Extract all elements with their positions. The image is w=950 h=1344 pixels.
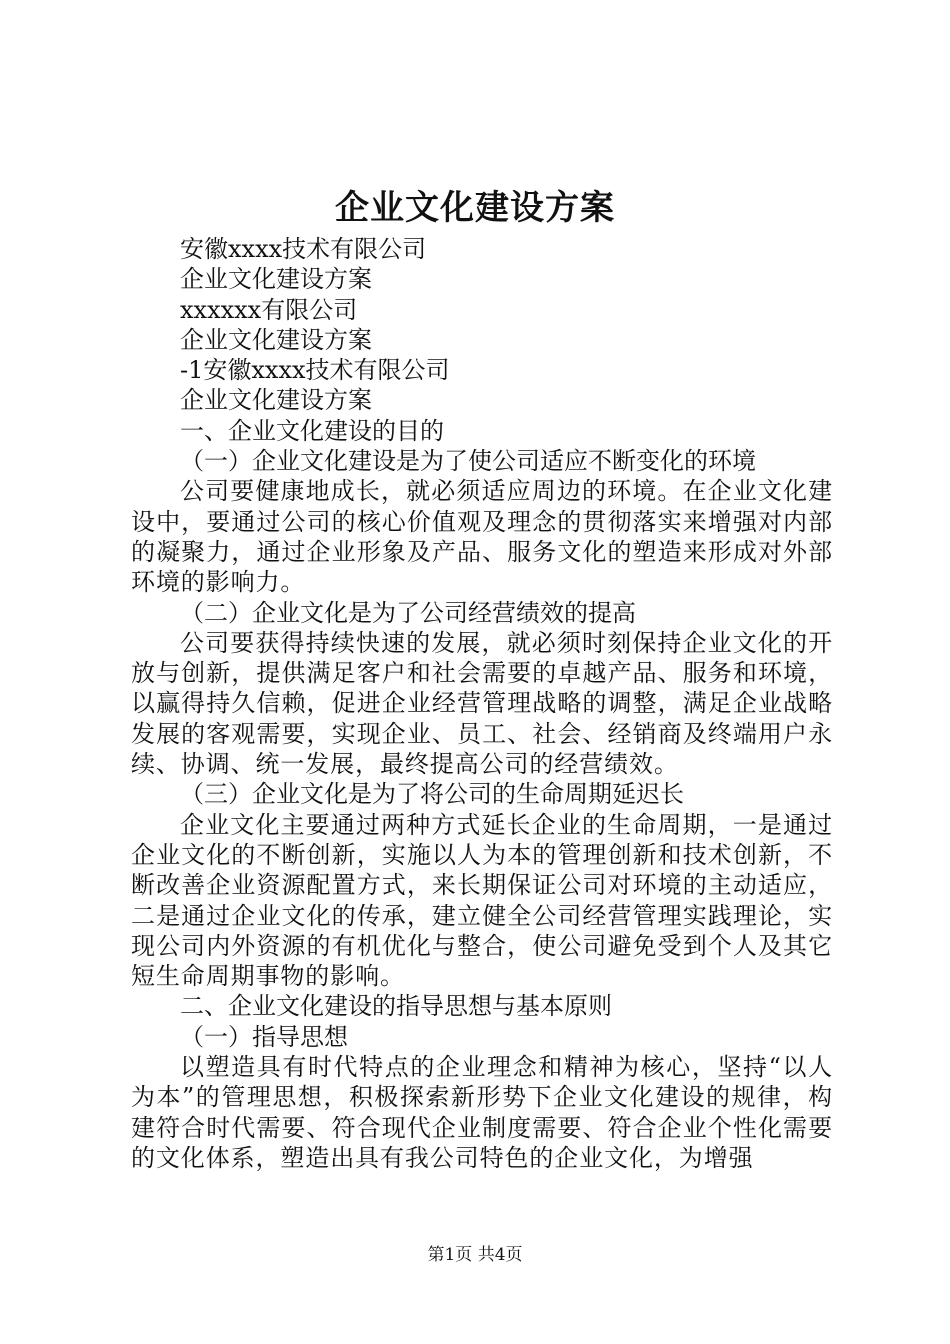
text-line: 安徽xxxx技术有限公司 bbox=[180, 235, 427, 263]
section-heading: 一、企业文化建设的目的 bbox=[180, 416, 444, 445]
text-line: xxxxxx有限公司 bbox=[180, 295, 358, 324]
paragraph: 公司要健康地成长，就必须适应周边的环境。在企业文化建设中，要通过公司的核心价值观及理念的贯彻落实来增强对内部的凝聚力，通过企业形象及产品、服务文化的塑造来形成对外部环境的影响力。 bbox=[131, 477, 833, 597]
subsection-heading: （一）企业文化建设是为了使公司适应不断变化的环境 bbox=[180, 447, 756, 476]
text-line: 企业文化建设方案 bbox=[180, 386, 372, 415]
text-line: 企业文化建设方案 bbox=[180, 325, 372, 354]
subsection-heading: （二）企业文化是为了公司经营绩效的提高 bbox=[180, 598, 636, 627]
paragraph: 公司要获得持续快速的发展，就必须时刻保持企业文化的开放与创新，提供满足客户和社会需要的卓越产品、服务和环境，以赢得持久信赖，促进企业经营管理战略的调整，满足企业战略发展的客观需要，实现企业、员工、社会、经销商及终端用户永续、协调、统一发展，最终提高公司的经营绩效。 bbox=[131, 628, 833, 779]
paragraph: 企业文化主要通过两种方式延长企业的生命周期，一是通过企业文化的不断创新，实施以人为本的管理创新和技术创新，不断改善企业资源配置方式，来长期保证公司对环境的主动适应，二是通过企业文化的传承，建立健全公司经营管理实践理论，实现公司内外资源的有机优化与整合，使公司避免受到个人及其它短生命周期事物的影响。 bbox=[131, 810, 833, 991]
text-line: 企业文化建设方案 bbox=[180, 265, 372, 294]
subsection-heading: （三）企业文化是为了将公司的生命周期延迟长 bbox=[180, 780, 684, 809]
subsection-heading: （一）指导思想 bbox=[180, 1022, 348, 1051]
document-body bbox=[131, 234, 833, 1173]
paragraph: 以塑造具有时代特点的企业理念和精神为核心，坚持“以人为本”的管理思想，积极探索新形势下企业文化建设的规律，构建符合时代需要、符合现代企业制度需要、符合企业个性化需要的文化体系，塑造出具有我公司特色的企业文化，为增强 bbox=[131, 1053, 833, 1172]
document-title: 企业文化建设方案 bbox=[335, 188, 615, 228]
text-line: -1安徽xxxx技术有限公司 bbox=[180, 356, 450, 385]
section-heading: 二、企业文化建设的指导思想与基本原则 bbox=[180, 992, 612, 1021]
page-number-footer: 第1页 共4页 bbox=[427, 1245, 523, 1265]
